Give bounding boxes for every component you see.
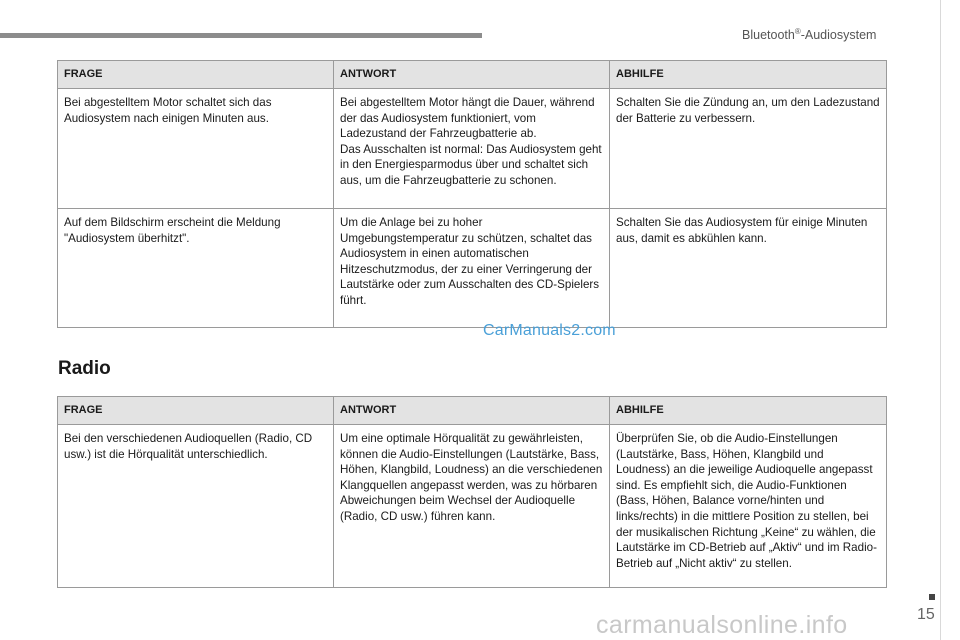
header-frage: FRAGE (58, 61, 334, 89)
faq-table-general (57, 60, 887, 328)
page-marker-bullet (929, 594, 935, 600)
cell-frage: Bei abgestelltem Motor schaltet sich das Audiosystem nach einigen Minuten aus. (58, 89, 334, 209)
header-abhilfe: ABHILFE (610, 61, 887, 89)
faq-table-radio (57, 396, 887, 588)
table-header-row (58, 397, 887, 425)
table-header-row (58, 61, 887, 89)
cell-frage: Bei den verschiedenen Audioquellen (Radio, CD usw.) ist die Hörqualität unterschiedlich. (58, 425, 334, 588)
watermark-carmanualsonline: carmanualsonline.info (596, 611, 848, 639)
table-row (58, 89, 887, 209)
watermark-carmanuals2: CarManuals2.com (483, 322, 616, 339)
table-row (58, 425, 887, 588)
table-row (58, 209, 887, 328)
registered-mark: ® (794, 27, 801, 36)
header-abhilfe: ABHILFE (610, 397, 887, 425)
header-antwort: ANTWORT (334, 397, 610, 425)
header-frage: FRAGE (58, 397, 334, 425)
cell-antwort: Um eine optimale Hörqualität zu gewährleisten, können die Audio-Einstellungen (Lautstärke, Bass, Höhen, Klangbild, Loudness) an die verschiedenen Klangquellen angepasst werden, was zu hörbaren Abweichungen beim Wechsel der Audioquelle (Radio, CD usw.) führen kann. (334, 425, 610, 588)
header-title-suffix: -Audiosystem (800, 28, 877, 43)
section-title-radio: Radio (58, 358, 111, 379)
page-header-title (742, 27, 876, 42)
cell-antwort: Bei abgestelltem Motor hängt die Dauer, während der das Audiosystem funktioniert, vom Ladezustand der Fahrzeugbatterie ab. Das Ausschalten ist normal: Das Audiosystem geht in den Energiesparmodus über und schaltet sich aus, um die Fahrzeugbatterie zu schonen. (334, 89, 610, 209)
cell-abhilfe: Schalten Sie das Audiosystem für einige Minuten aus, damit es abkühlen kann. (610, 209, 887, 328)
cell-abhilfe: Schalten Sie die Zündung an, um den Ladezustand der Batterie zu verbessern. (610, 89, 887, 209)
cell-frage: Auf dem Bildschirm erscheint die Meldung "Audiosystem überhitzt". (58, 209, 334, 328)
side-rule (940, 0, 941, 640)
header-rule (0, 33, 482, 38)
page-number: 15 (917, 606, 935, 623)
header-antwort: ANTWORT (334, 61, 610, 89)
cell-abhilfe: Überprüfen Sie, ob die Audio-Einstellungen (Lautstärke, Bass, Höhen, Klangbild und Loudness) an die jeweilige Audioquelle angepasst sind. Es empfiehlt sich, die Audio-Funktionen (Bass, Höhen, Balance vorne/hinten und links/rechts) in die mittlere Position zu stellen, bei der musikalischen Richtung „Keine“ zu wählen, die Lautstärke im CD-Betrieb auf „Aktiv“ und im Radio-Betrieb auf „Nicht aktiv“ zu stellen. (610, 425, 887, 588)
header-title-prefix: Bluetooth (742, 28, 795, 43)
cell-antwort: Um die Anlage bei zu hoher Umgebungstemperatur zu schützen, schaltet das Audiosystem in einen automatischen Hitzeschutzmodus, der zu einer Verringerung der Lautstärke oder zum Ausschalten des CD-Spielers führt. (334, 209, 610, 328)
